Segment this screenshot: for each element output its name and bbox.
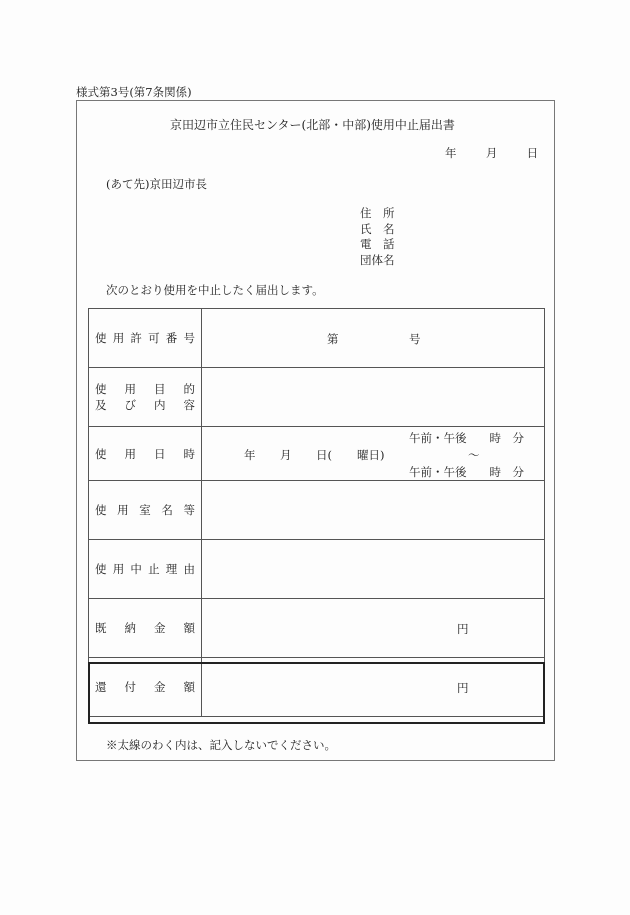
purpose-field[interactable]: [202, 368, 545, 427]
label-purpose: 使 用 目 的 及 び 内 容: [89, 368, 202, 427]
addressee: (あて先)京田辺市長: [106, 177, 207, 191]
datetime-field[interactable]: [202, 427, 545, 481]
phone-label: 電 話: [360, 237, 395, 251]
room-field[interactable]: [202, 481, 545, 540]
refund-unit: 円: [457, 681, 469, 695]
form-table: [88, 308, 545, 717]
table-row-purpose: [89, 368, 545, 427]
table-row-reason: [89, 540, 545, 599]
table-row-refund-amount: [89, 658, 545, 717]
permit-suffix: 号: [409, 332, 421, 346]
date-line: [445, 145, 538, 161]
table-row-room: [89, 481, 545, 540]
address-label: 住 所: [360, 206, 395, 220]
form-number: 様式第3号(第7条関係): [76, 85, 192, 99]
table-row-permit-number: [89, 309, 545, 368]
dt-weekday: 曜日): [357, 448, 385, 462]
table-row-paid-amount: [89, 599, 545, 658]
date-day: 日: [526, 146, 539, 160]
intro-text: 次のとおり使用を中止したく届出します。: [106, 283, 324, 297]
table-row-datetime: [89, 427, 545, 481]
dt-year: 年: [244, 448, 256, 462]
group-name-label: 団体名: [360, 252, 395, 267]
note: ※太線のわく内は、記入しないでください。: [106, 738, 336, 752]
form-title: 京田辺市立住民センター(北部・中部)使用中止届出書: [170, 118, 455, 132]
date-year: 年: [445, 146, 457, 160]
dt-time-to: 午前・午後 時 分: [409, 465, 524, 479]
reason-field[interactable]: [202, 540, 545, 599]
label-refund-amount: 還 付 金 額: [89, 658, 202, 717]
dt-month: 月: [280, 448, 292, 462]
permit-number-field[interactable]: [202, 309, 545, 368]
label-datetime: 使 用 日 時: [89, 427, 202, 481]
permit-prefix: 第: [327, 332, 339, 346]
dt-time-from: 午前・午後 時 分: [409, 431, 524, 445]
dt-day: 日(: [316, 448, 332, 462]
label-paid-amount: 既 納 金 額: [89, 599, 202, 658]
refund-amount-field: [202, 658, 545, 717]
label-reason: 使 用 中 止 理 由: [89, 540, 202, 599]
dt-tilde: 〜: [468, 448, 480, 462]
label-permit-number: 使 用 許 可 番 号: [89, 309, 202, 368]
label-room: 使 用 室 名 等: [89, 481, 202, 540]
name-label: 氏 名: [360, 221, 395, 236]
paid-amount-field[interactable]: [202, 599, 545, 658]
date-month: 月: [485, 146, 498, 160]
applicant-fields: [360, 206, 395, 268]
paid-unit: 円: [457, 622, 469, 636]
